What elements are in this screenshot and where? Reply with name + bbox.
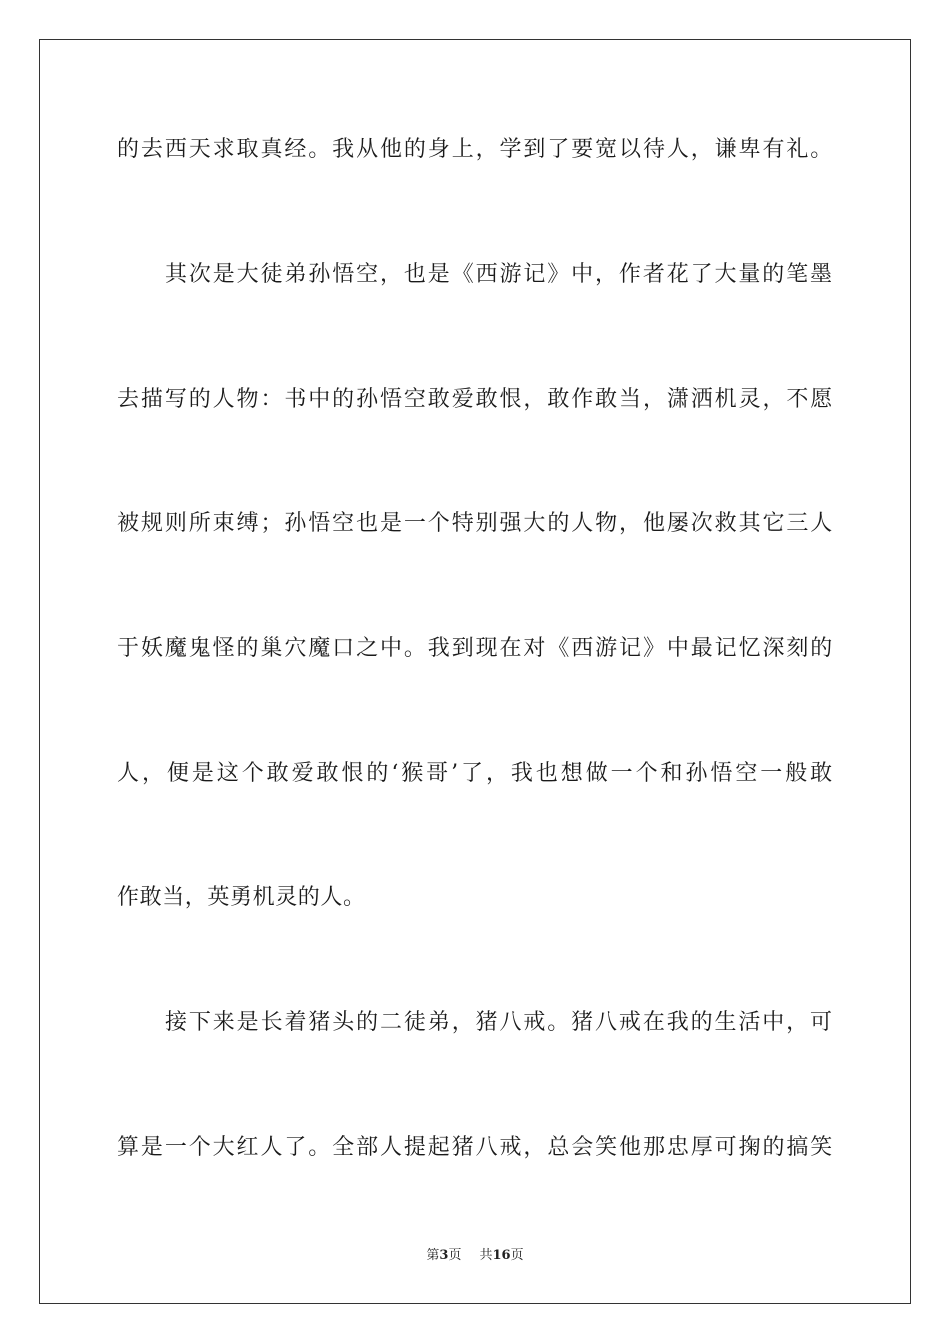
footer-total-prefix: 共 bbox=[479, 1248, 493, 1263]
footer-page-number: 3 bbox=[439, 1248, 449, 1263]
footer-total-suffix: 页 bbox=[510, 1248, 524, 1263]
page-footer bbox=[0, 1244, 950, 1263]
footer-total-number: 16 bbox=[492, 1248, 511, 1263]
paragraph-start-line: 接 下 来 是 长 着 猪 头 的 二 徒 弟 ， 猪 八 戒 。 猪 八 戒 在 我 的 生 活 中 ， 可 bbox=[165, 1010, 833, 1035]
footer-page-suffix: 页 bbox=[448, 1248, 462, 1263]
footer-page-prefix: 第 bbox=[426, 1248, 440, 1263]
text-line: 人 ， 便 是 这 个 敢 爱 敢 恨 的 ‘ 猴 哥 ’ 了 ， 我 也 想 做 一 个 和 孙 悟 空 一 般 敢 bbox=[117, 761, 833, 786]
page-border bbox=[39, 39, 911, 1304]
text-line-end: 作敢当，英勇机灵的人。 bbox=[117, 885, 366, 910]
text-line: 去 描 写 的 人 物 ： 书 中 的 孙 悟 空 敢 爱 敢 恨 ， 敢 作 敢 当 ， 潇 洒 机 灵 ， 不 愿 bbox=[117, 387, 833, 412]
text-line: 算 是 一 个 大 红 人 了 。 全 部 人 提 起 猪 八 戒 ， 总 会 笑 他 那 忠 厚 可 掬 的 搞 笑 bbox=[117, 1135, 833, 1160]
text-line: 的 去 西 天 求 取 真 经 。 我 从 他 的 身 上 ， 学 到 了 要 宽 以 待 人 ， 谦 卑 有 礼 。 bbox=[117, 137, 833, 162]
paragraph-start-line: 其 次 是 大 徒 弟 孙 悟 空 ， 也 是 《 西 游 记 》 中 ， 作 者 花 了 大 量 的 笔 墨 bbox=[165, 262, 833, 287]
text-line: 于 妖 魔 鬼 怪 的 巢 穴 魔 口 之 中 。 我 到 现 在 对 《 西 游 记 》 中 最 记 忆 深 刻 的 bbox=[117, 636, 833, 661]
text-line: 被 规 则 所 束 缚 ； 孙 悟 空 也 是 一 个 特 别 强 大 的 人 物 ， 他 屡 次 救 其 它 三 人 bbox=[117, 511, 833, 536]
